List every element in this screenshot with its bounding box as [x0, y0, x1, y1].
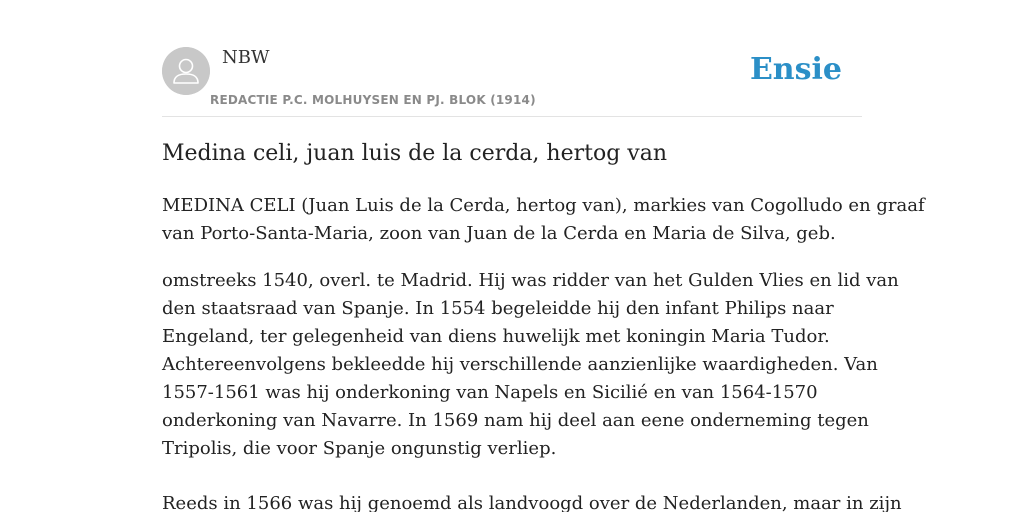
paragraph-line: Reeds in 1566 was hij genoemd als landvoogd over de Nederlanden, maar in zijn [162, 493, 902, 512]
paragraph-line: MEDINA CELI (Juan Luis de la Cerda, hertog van), markies van Cogolludo en graaf [162, 195, 925, 216]
article-title: Medina celi, juan luis de la cerda, hertog van [162, 141, 668, 166]
article-paragraph [162, 192, 925, 248]
source-editors: REDACTIE P.C. MOLHUYSEN EN PJ. BLOK (1914) [210, 93, 536, 107]
paragraph-line: omstreeks 1540, overl. te Madrid. Hij was ridder van het Gulden Vlies en lid van [162, 270, 899, 291]
source-name[interactable]: NBW [222, 47, 270, 68]
paragraph-line: Tripolis, die voor Spanje ongunstig verliep. [162, 438, 557, 459]
paragraph-line: Engeland, ter gelegenheid van diens huwelijk met koningin Maria Tudor. [162, 326, 830, 347]
article-paragraph [162, 490, 902, 512]
paragraph-line: 1557-1561 was hij onderkoning van Napels en Sicilié en van 1564-1570 [162, 382, 818, 403]
paragraph-line: onderkoning van Navarre. In 1569 nam hij deel aan eene onderneming tegen [162, 410, 869, 431]
brand-logo[interactable]: Ensie [749, 52, 842, 87]
user-avatar-icon[interactable] [162, 47, 210, 95]
paragraph-line: den staatsraad van Spanje. In 1554 begeleidde hij den infant Philips naar [162, 298, 834, 319]
source-header [162, 0, 862, 117]
paragraph-line: Achtereenvolgens bekleedde hij verschillende aanzienlijke waardigheden. Van [162, 354, 878, 375]
paragraph-line: van Porto-Santa-Maria, zoon van Juan de la Cerda en Maria de Silva, geb. [162, 223, 836, 244]
article-paragraph [162, 267, 899, 463]
